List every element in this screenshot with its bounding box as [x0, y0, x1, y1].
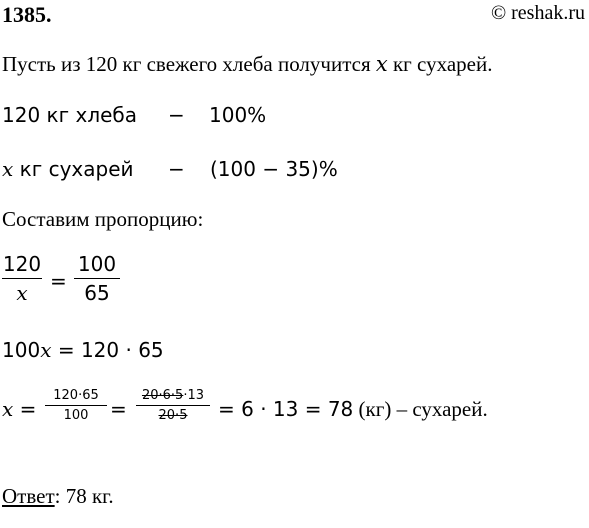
equation-right-side: = 120 · 65	[51, 338, 164, 362]
equation-coefficient: 100	[2, 338, 41, 362]
ratio-line-crackers	[2, 157, 338, 181]
ratio-line-crackers-right: (100 − 35)%	[210, 157, 338, 181]
intro-text-before: Пусть из 120 кг свежего хлеба получится	[2, 52, 376, 76]
solution-lhs	[2, 397, 36, 421]
ratio-line-crackers-dash: −	[168, 157, 185, 181]
solution-fraction-first-numerator: 120·65	[53, 388, 99, 403]
proportion-fraction-left-denominator: x	[16, 281, 28, 305]
answer-label: Ответ	[2, 484, 55, 508]
ratio-line-bread	[2, 103, 267, 127]
proportion-fraction-left-numerator: 120	[2, 252, 42, 276]
equation-variable-x: x	[40, 338, 52, 362]
watermark: © reshak.ru	[490, 2, 585, 24]
fraction-bar	[74, 278, 120, 279]
answer-value: : 78 кг.	[54, 484, 114, 508]
intro-variable-x: x	[375, 52, 388, 76]
proportion-fraction-left	[2, 252, 42, 305]
ratio-line-bread-dash: −	[168, 103, 185, 127]
answer-line	[2, 484, 114, 509]
cancelled-factors: 20·6·5	[141, 388, 184, 403]
intro-text-after: кг сухарей.	[387, 52, 493, 76]
proportion-fraction-right-denominator: 65	[84, 281, 110, 305]
problem-number: 1385.	[2, 2, 52, 27]
solution-equals: =	[19, 397, 37, 421]
remaining-factor: ·13	[183, 388, 205, 403]
solution-equals-second: =	[110, 397, 127, 421]
solution-fraction-first	[45, 388, 107, 423]
solution-result	[218, 397, 488, 422]
proportion-fraction-right	[74, 252, 120, 305]
solution-result-math: = 6 · 13 = 78	[218, 397, 354, 421]
fraction-bar	[2, 278, 42, 279]
proportion-fraction-right-numerator: 100	[77, 252, 117, 276]
fraction-bar	[136, 405, 210, 406]
intro-sentence	[2, 52, 492, 77]
proportion-equals: =	[50, 269, 67, 293]
solution-fraction-cancelled	[136, 388, 210, 423]
ratio-line-crackers-x: x	[2, 157, 14, 181]
ratio-line-bread-right: 100%	[209, 103, 267, 127]
solution-fraction-first-denominator: 100	[63, 408, 89, 423]
solution-fraction-cancelled-denominator: 20·5	[158, 408, 188, 423]
solution-fraction-cancelled-numerator	[136, 388, 210, 403]
equation-cross-multiplied	[2, 338, 164, 362]
ratio-line-bread-left: 120 кг хлеба	[2, 103, 137, 127]
solution-variable-x: x	[2, 397, 14, 421]
fraction-bar	[45, 405, 107, 406]
solution-result-text: (кг) – сухарей.	[353, 397, 488, 421]
ratio-line-crackers-left: кг сухарей	[13, 157, 134, 181]
compose-proportion-text: Составим пропорцию:	[2, 207, 204, 231]
